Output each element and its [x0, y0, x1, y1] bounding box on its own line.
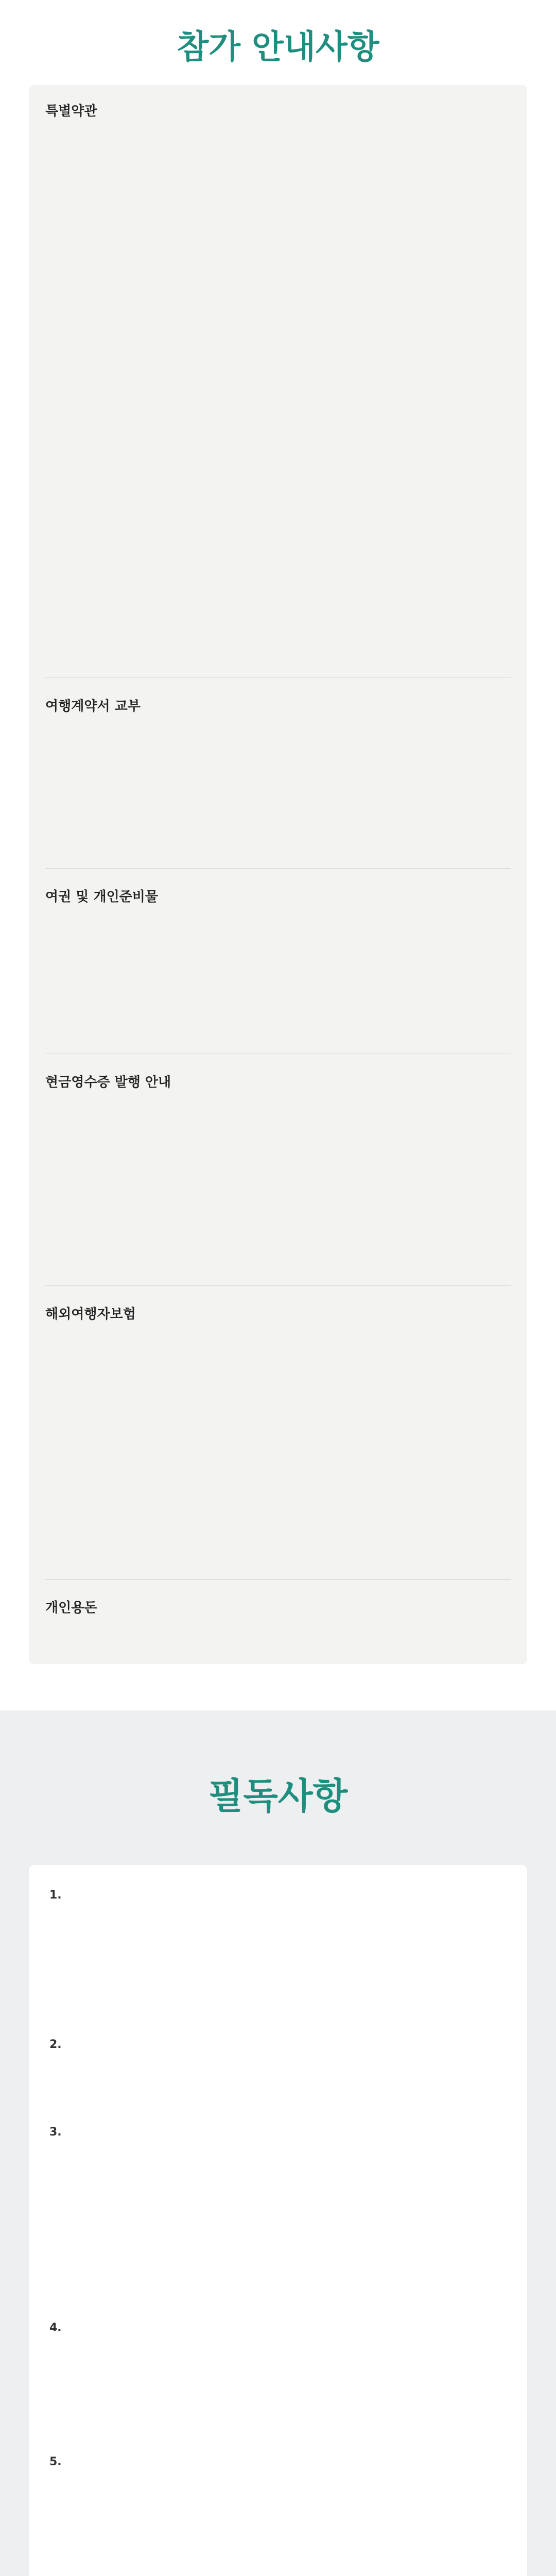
divider [45, 1579, 511, 1580]
list-item: 1. [49, 1889, 62, 1902]
must-read-card [29, 1865, 527, 2576]
heading-pocket-money: 개인용돈 [45, 1600, 97, 1616]
heading-cash-receipt: 현금영수증 발행 안내 [45, 1075, 171, 1090]
heading-insurance: 해외여행자보험 [45, 1307, 136, 1322]
divider [45, 677, 511, 678]
heading-contract: 여행계약서 교부 [45, 699, 141, 714]
notice-title: 참가 안내사항 [177, 28, 379, 66]
divider [45, 1285, 511, 1286]
list-item: 2. [49, 2038, 62, 2051]
must-read-title: 필독사항 [208, 1775, 348, 1817]
must-read-section [0, 1710, 556, 2576]
divider [45, 868, 511, 869]
list-item: 3. [49, 2126, 62, 2139]
notice-card [29, 85, 527, 1664]
list-item: 4. [49, 2321, 62, 2334]
heading-special-terms: 특별약관 [45, 104, 97, 119]
list-item: 5. [49, 2455, 62, 2468]
heading-passport: 여권 및 개인준비물 [45, 889, 159, 905]
